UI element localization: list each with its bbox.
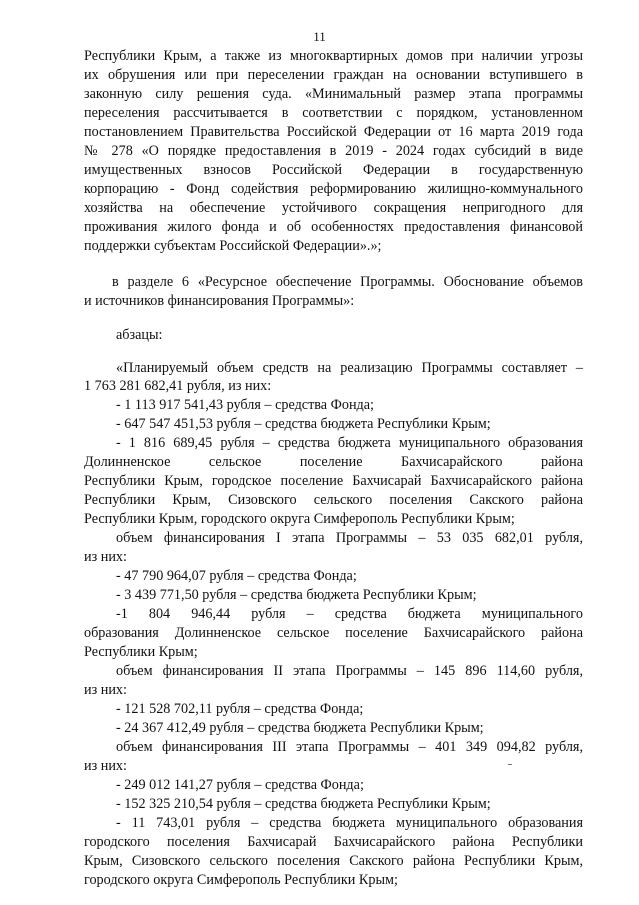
text-line: - 249 012 141,27 рубля – средства Фонда; xyxy=(116,777,364,793)
text-line: объем финансирования III этапа Программы – 401 349 094,82 рубля, xyxy=(116,739,583,755)
text-line: -1 804 946,44 рубля – средства бюджета муниципального xyxy=(116,606,583,622)
text-line: Республики Крым, городского округа Симферополь Республики Крым; xyxy=(84,511,515,527)
text-line: проживания жилого фонда и об особенностях предоставления финансовой xyxy=(84,219,583,235)
text-line: 1 763 281 682,41 рубля, из них: xyxy=(84,378,272,394)
text-line: образования Долинненское сельское поселение Бахчисарайского района xyxy=(84,625,583,641)
text-line: переселения рассчитывается в соответствии с порядком, установленном xyxy=(84,105,583,121)
text-line: городского округа Симферополь Республики Крым; xyxy=(84,872,398,888)
text-line: Республики Крым, городское поселение Бахчисарай Бахчисарайского района xyxy=(84,473,583,489)
text-line: Долинненское сельское поселение Бахчисарайского района xyxy=(84,454,583,470)
text-line: № 278 «О порядке предоставления в 2019 - 2024 годах субсидий в виде xyxy=(84,143,583,159)
text-line: из них: xyxy=(84,682,127,698)
text-line: объем финансирования II этапа Программы – 145 896 114,60 рубля, xyxy=(116,663,583,679)
text-line: - 11 743,01 рубля – средства бюджета муниципального образования xyxy=(116,815,583,831)
text-line: городского поселения Бахчисарай Бахчисарайского района Республики xyxy=(84,834,583,850)
text-line: - 24 367 412,49 рубля – средства бюджета Республики Крым; xyxy=(116,720,484,736)
text-line: - 121 528 702,11 рубля – средства Фонда; xyxy=(116,701,364,717)
text-line: хозяйства на обеспечение устойчивого сокращения непригодного для xyxy=(84,200,583,216)
text-line: из них: xyxy=(84,758,127,774)
text-line: постановлением Правительства Российской Федерации от 16 марта 2019 года xyxy=(84,124,583,140)
text-line: - 47 790 964,07 рубля – средства Фонда; xyxy=(116,568,357,584)
text-line: Республики Крым, а также из многоквартирных домов при наличии угрозы xyxy=(84,48,583,64)
text-line: - 1 816 689,45 рубля – средства бюджета муниципального образования xyxy=(116,435,583,451)
text-line: Республики Крым, Сизовского сельского поселения Сакского района xyxy=(84,492,583,508)
text-line: объем финансирования I этапа Программы – 53 035 682,01 рубля, xyxy=(116,530,583,546)
text-line: «Планируемый объем средств на реализацию Программы составляет – xyxy=(116,360,583,376)
text-line: - 3 439 771,50 рубля – средства бюджета Республики Крым; xyxy=(116,587,477,603)
text-line: корпорацию - Фонд содействия реформированию жилищно-коммунального xyxy=(84,181,583,197)
text-line: имущественных взносов Российской Федерации в государственную xyxy=(84,162,583,178)
page-number: 11 xyxy=(313,29,326,44)
text-line: абзацы: xyxy=(116,327,163,343)
text-line: их обрушения или при переселении граждан на основании вступившего в xyxy=(84,67,583,83)
text-line: законную силу решения суда. «Минимальный размер этапа программы xyxy=(84,86,583,102)
text-line: Республики Крым; xyxy=(84,644,198,660)
text-line: Крым, Сизовского сельского поселения Сакского района Республики Крым, xyxy=(84,853,583,869)
text-line: из них: xyxy=(84,549,127,565)
text-line: - 647 547 451,53 рубля – средства бюджета Республики Крым; xyxy=(116,416,491,432)
scan-mark xyxy=(508,764,512,765)
text-line: поддержки субъектам Российской Федерации».»; xyxy=(84,238,382,254)
text-line: и источников финансирования Программы»: xyxy=(84,293,355,309)
text-line: - 152 325 210,54 рубля – средства бюджета Республики Крым; xyxy=(116,796,491,812)
text-line: в разделе 6 «Ресурсное обеспечение Программы. Обоснование объемов xyxy=(112,274,583,290)
text-line: - 1 113 917 541,43 рубля – средства Фонда; xyxy=(116,397,374,413)
